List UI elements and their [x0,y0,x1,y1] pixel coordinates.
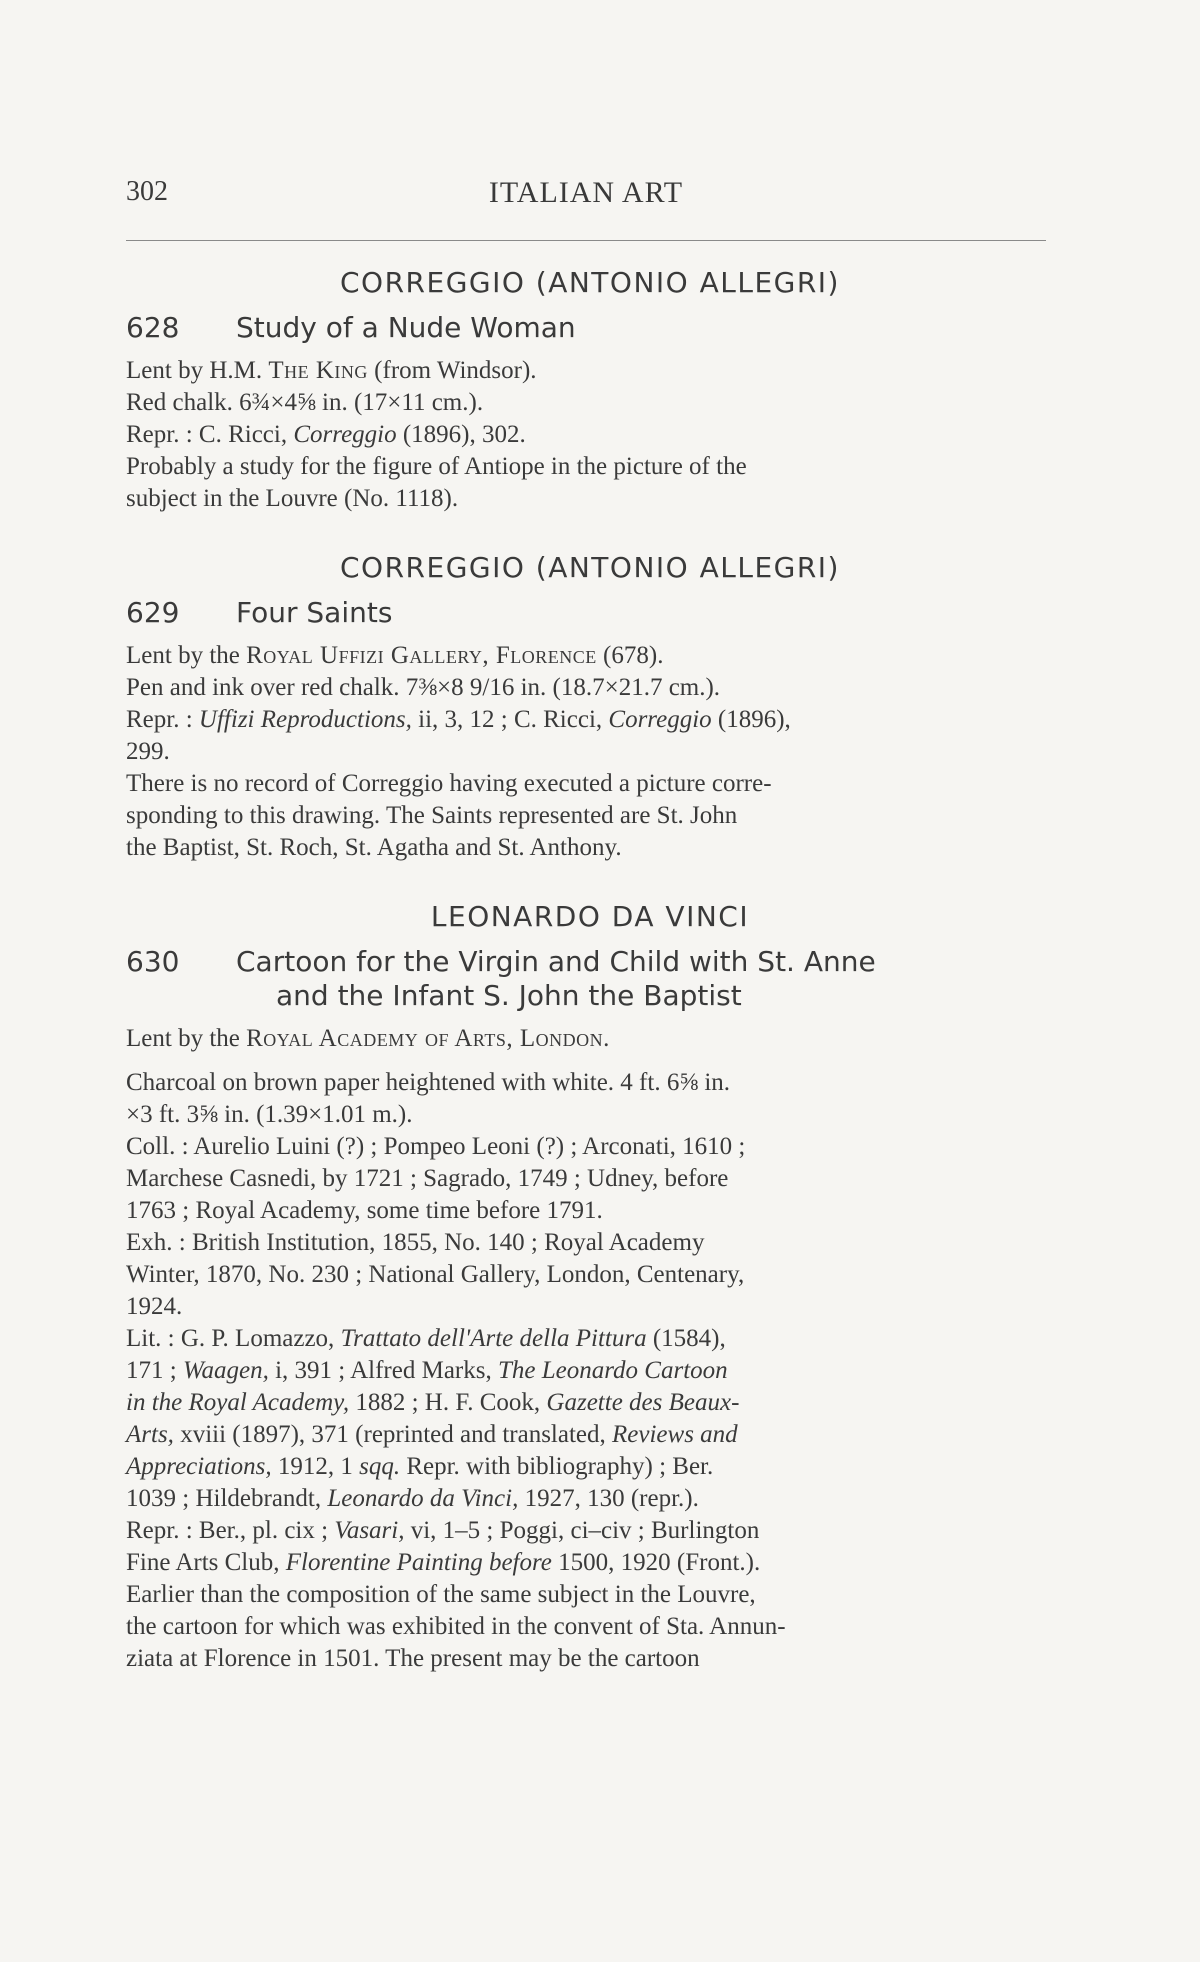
lender-prefix: Lent by the [126,1025,240,1052]
catalogue-body [126,266,1054,1711]
medium-line: Red chalk. 6¾×4⅝ in. (17×11 cm.). [126,389,484,416]
artist-heading: CORREGGIO (ANTONIO ALLEGRI) [340,266,840,299]
lit-text: xviii (1897), 371 (reprinted and translated, [180,1421,606,1448]
lit-title: sqq. [359,1453,401,1480]
repr-title: Vasari, [334,1517,405,1544]
repr-prefix: Repr. : C. Ricci, [126,421,288,448]
collection-line: Marchese Casnedi, by 1721 ; Sagrado, 1749 ; Udney, before [126,1165,729,1192]
note-line: subject in the Louvre (No. 1118). [126,485,459,512]
note-line: the cartoon for which was exhibited in the convent of Sta. Annun- [126,1613,786,1640]
literature-line [126,1387,1054,1419]
lit-title: Gazette des Beaux- [546,1389,740,1416]
entry-number: 630 [126,945,180,978]
repr-title: Florentine Painting before [285,1549,552,1576]
repr-text: vi, 1–5 ; Poggi, ci–civ ; Burlington [410,1517,760,1544]
entry-title-line: and the Infant S. John the Baptist [276,979,742,1012]
repr-text: Repr. : Ber., pl. cix ; [126,1517,329,1544]
repr-title: Correggio [293,421,397,448]
lit-text: (1584), [652,1325,726,1352]
lender-name: The King [268,357,368,384]
reproduction-line: 299. [126,738,170,765]
lit-text: 1927, 130 (repr.). [524,1485,699,1512]
literature-line [126,1419,1054,1451]
lender-suffix: (678). [603,642,664,669]
lender-suffix: (from Windsor). [374,357,537,384]
running-title: ITALIAN ART [488,176,684,209]
lit-text: 171 ; [126,1357,177,1384]
entry-title: Four Saints [236,596,393,629]
reproduction-line [126,1547,1054,1579]
exhibition-line: Winter, 1870, No. 230 ; National Gallery, London, Centenary, [126,1261,745,1288]
lit-title: in the Royal Academy, [126,1389,350,1416]
lender-line [126,355,1054,387]
entry-number: 629 [126,596,180,629]
lit-title: Leonardo da Vinci, [327,1485,519,1512]
medium-line: Pen and ink over red chalk. 7⅜×8 9/16 in. (18.7×21.7 cm.). [126,674,721,701]
exhibition-line: 1924. [126,1293,183,1320]
lit-text: 1882 ; H. F. Cook, [355,1389,541,1416]
reproduction-line [126,1515,1054,1547]
catalogue-entry-628 [126,266,1054,515]
lender-prefix: Lent by H.M. [126,357,263,384]
lender-name: Royal Uffizi Gallery, Florence [246,642,597,669]
repr-text: 1500, 1920 (Front.). [558,1549,761,1576]
header-rule [126,240,1046,241]
artist-heading: LEONARDO DA VINCI [430,900,750,933]
repr-prefix: Repr. : [126,706,193,733]
entry-heading [126,311,1054,345]
repr-suffix: (1896), 302. [402,421,526,448]
exhibition-line: Exh. : British Institution, 1855, No. 140 ; Royal Academy [126,1229,705,1256]
repr-text: Fine Arts Club, [126,1549,280,1576]
collection-line: Coll. : Aurelio Luini (?) ; Pompeo Leoni (?) ; Arconati, 1610 ; [126,1133,746,1160]
lit-text: Lit. : G. P. Lomazzo, [126,1325,335,1352]
lit-text: i, 391 ; Alfred Marks, [275,1357,492,1384]
running-head [126,176,1046,216]
note-line: Earlier than the composition of the same subject in the Louvre, [126,1581,756,1608]
note-line: the Baptist, St. Roch, St. Agatha and St. Anthony. [126,834,622,861]
lender-prefix: Lent by the [126,642,240,669]
entry-title-line: Cartoon for the Virgin and Child with St. Anne [236,945,876,978]
repr-title: Correggio [608,706,712,733]
lender-name: Royal Academy of Arts, London. [246,1025,610,1052]
medium-line: Charcoal on brown paper heightened with white. 4 ft. 6⅝ in. [126,1069,731,1096]
repr-suffix: (1896), [717,706,791,733]
catalogue-entry-629 [126,551,1054,864]
lit-title: Arts, [126,1421,174,1448]
literature-line [126,1323,1054,1355]
reproduction-line [126,419,1054,451]
repr-middle: ii, 3, 12 ; C. Ricci, [418,706,603,733]
note-line: ziata at Florence in 1501. The present may be the cartoon [126,1645,700,1672]
lit-title: The Leonardo Cartoon [497,1357,728,1384]
lit-title: Waagen, [182,1357,269,1384]
entry-title: Study of a Nude Woman [236,311,576,344]
artist-heading: CORREGGIO (ANTONIO ALLEGRI) [340,551,840,584]
note-line: Probably a study for the figure of Antiope in the picture of the [126,453,747,480]
lit-text: 1912, 1 [277,1453,353,1480]
collection-line: 1763 ; Royal Academy, some time before 1791. [126,1197,603,1224]
lit-title: Trattato dell'Arte della Pittura [340,1325,647,1352]
lender-line [126,1023,1054,1055]
lit-text: Repr. with bibliography) ; Ber. [406,1453,714,1480]
literature-line [126,1355,1054,1387]
entry-heading [126,596,1054,630]
lender-line [126,640,1054,672]
catalogue-entry-630 [126,900,1054,1675]
reproduction-line [126,704,1054,736]
entry-heading [126,945,1054,1013]
literature-line [126,1451,1054,1483]
note-line: There is no record of Correggio having executed a picture corre- [126,770,772,797]
entry-number: 628 [126,311,180,344]
repr-title: Uffizi Reproductions, [198,706,412,733]
lit-text: 1039 ; Hildebrandt, [126,1485,322,1512]
lit-title: Reviews and [612,1421,738,1448]
medium-line: ×3 ft. 3⅝ in. (1.39×1.01 m.). [126,1101,413,1128]
lit-title: Appreciations, [126,1453,272,1480]
note-line: sponding to this drawing. The Saints represented are St. John [126,802,738,829]
page-number: 302 [126,176,168,207]
literature-line [126,1483,1054,1515]
entry-title [236,945,1054,1013]
